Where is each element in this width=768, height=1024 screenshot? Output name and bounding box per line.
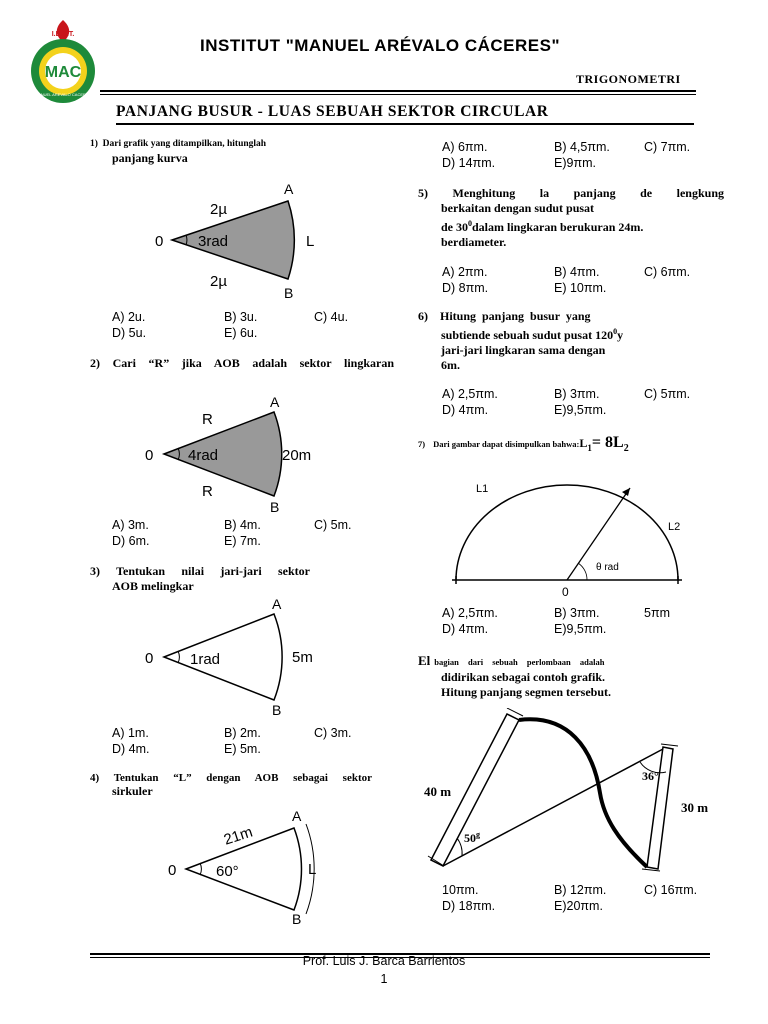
side-top-label: 21m bbox=[221, 823, 255, 849]
question-text: Tentukan nilai jari-jari sektor bbox=[116, 564, 310, 578]
logo-bottom-text: MANUEL AREVALO CACERES bbox=[34, 92, 92, 97]
question-lead: Dari grafik yang ditampilkan, hitunglah bbox=[102, 139, 267, 149]
school-title: INSTITUT "MANUEL ARÉVALO CÁCERES" bbox=[200, 36, 561, 55]
question-text-4: berdiameter. bbox=[441, 235, 507, 249]
option-d[interactable]: D) 18πm. bbox=[442, 899, 496, 913]
question-text-3: jari-jari lingkaran sama dengan bbox=[441, 343, 606, 357]
point-b-label: B bbox=[292, 911, 302, 927]
option-c[interactable]: C) 3m. bbox=[314, 726, 352, 740]
question-number: 4) bbox=[90, 772, 100, 784]
angle-2-label: 36° bbox=[642, 769, 659, 783]
option-e[interactable]: E) 6u. bbox=[224, 326, 258, 340]
question-lead: Cari “R” jika AOB adalah sektor lingkaran bbox=[112, 356, 395, 370]
option-e[interactable]: E)9,5πm. bbox=[554, 403, 607, 417]
option-d[interactable]: D) 4πm. bbox=[442, 403, 489, 417]
angle-label: 3rad bbox=[198, 233, 229, 250]
angle-label: θ rad bbox=[596, 562, 619, 573]
question-number: 7) bbox=[418, 439, 426, 449]
option-b[interactable]: B) 3πm. bbox=[554, 606, 600, 620]
arc-label: L bbox=[306, 233, 315, 250]
question-text-3b: dalam lingkaran berukuran 24m. bbox=[472, 220, 644, 234]
center-label: 0 bbox=[155, 233, 164, 250]
option-d[interactable]: D) 6m. bbox=[112, 534, 150, 548]
center-label: 0 bbox=[168, 862, 177, 879]
question-2 bbox=[90, 356, 394, 371]
option-e[interactable]: E) 7m. bbox=[224, 534, 261, 548]
point-b-label: B bbox=[270, 499, 280, 515]
option-b[interactable]: B) 3u. bbox=[224, 310, 258, 324]
options-8 bbox=[442, 882, 732, 916]
point-b-label: B bbox=[272, 702, 282, 718]
question-text: panjang kurva bbox=[112, 151, 188, 165]
left-length-label: 40 m bbox=[424, 784, 452, 799]
angle-1-label: 50$^g$ bbox=[464, 830, 480, 845]
page-heading: PANJANG BUSUR - LUAS SEBUAH SEKTOR CIRCULAR bbox=[116, 103, 549, 120]
option-c[interactable]: C) 6πm. bbox=[644, 265, 691, 279]
question-4 bbox=[90, 772, 372, 799]
question-6 bbox=[418, 309, 724, 373]
option-c[interactable]: C) 5m. bbox=[314, 518, 352, 532]
center-label: 0 bbox=[145, 650, 154, 667]
point-b-label: B bbox=[284, 285, 294, 301]
option-a[interactable]: A) 2u. bbox=[112, 310, 146, 324]
point-a-label: A bbox=[272, 596, 282, 612]
question-text-3: Hitung panjang segmen tersebut. bbox=[441, 685, 612, 699]
point-a-label: A bbox=[284, 181, 294, 197]
angle-label: 60° bbox=[216, 863, 239, 880]
formula-sub-1: 1 bbox=[587, 443, 592, 454]
option-c[interactable]: C) 7πm. bbox=[644, 140, 691, 154]
question-text: Hitung panjang busur yang bbox=[440, 309, 591, 323]
option-a[interactable]: A) 2,5πm. bbox=[442, 606, 498, 620]
options-6 bbox=[442, 386, 732, 420]
option-a[interactable]: A) 6πm. bbox=[442, 140, 488, 154]
option-e[interactable]: E)9πm. bbox=[554, 156, 596, 170]
side-top-label: R bbox=[202, 411, 213, 428]
options-4 bbox=[442, 139, 732, 173]
option-a[interactable]: A) 2πm. bbox=[442, 265, 488, 279]
header-rule-top bbox=[100, 90, 696, 92]
question-text-2: didirikan sebagai contoh grafik. bbox=[441, 670, 606, 684]
figure-race-track bbox=[418, 708, 718, 878]
options-1 bbox=[112, 309, 392, 343]
option-a[interactable]: 10πm. bbox=[442, 883, 479, 897]
option-e[interactable]: E) 5m. bbox=[224, 742, 261, 756]
subject-label: TRIGONOMETRI bbox=[576, 72, 681, 86]
question-lead: bagian dari sebuah perlombaan adalah bbox=[434, 657, 605, 667]
point-a-label: A bbox=[292, 808, 302, 824]
side-top-label: 2µ bbox=[210, 201, 227, 218]
arc-label: 20m bbox=[282, 447, 312, 464]
question-text-2: berkaitan dengan sudut pusat bbox=[441, 201, 595, 215]
question-number: 1) bbox=[90, 139, 98, 149]
option-e[interactable]: E) 10πm. bbox=[554, 281, 607, 295]
question-text: Menghitung la panjang de lengkung bbox=[452, 186, 725, 200]
degree-sup: 0 bbox=[468, 219, 472, 228]
figure-sector-4 bbox=[160, 806, 340, 928]
options-2 bbox=[112, 517, 392, 551]
option-a[interactable]: A) 3m. bbox=[112, 518, 149, 532]
option-a[interactable]: A) 2,5πm. bbox=[442, 387, 498, 401]
l1-label: L1 bbox=[476, 483, 489, 495]
option-d[interactable]: D) 4πm. bbox=[442, 622, 489, 636]
question-lead: Dari gambar dapat disimpulkan bahwa: bbox=[433, 439, 580, 449]
option-e[interactable]: E)9,5πm. bbox=[554, 622, 607, 636]
question-7 bbox=[418, 434, 728, 454]
l2-label: L2 bbox=[668, 521, 681, 533]
option-e[interactable]: E)20πm. bbox=[554, 899, 603, 913]
center-label: 0 bbox=[562, 585, 569, 599]
option-a[interactable]: A) 1m. bbox=[112, 726, 149, 740]
question-3 bbox=[90, 564, 310, 594]
option-d[interactable]: D) 5u. bbox=[112, 326, 147, 340]
question-text-2a: subtiende sebuah sudut pusat 120 bbox=[441, 328, 614, 342]
question-1 bbox=[90, 139, 390, 166]
center-label: 0 bbox=[145, 447, 154, 464]
arc-label: 5m bbox=[292, 649, 313, 666]
arc-label: L bbox=[308, 861, 317, 878]
degree-sup: 0 bbox=[613, 327, 618, 336]
option-d[interactable]: D) 14πm. bbox=[442, 156, 496, 170]
formula-sub-2: 2 bbox=[623, 443, 629, 455]
side-bottom-label: 2µ bbox=[210, 273, 227, 290]
question-number: 5) bbox=[418, 186, 428, 200]
option-b[interactable]: B) 2m. bbox=[224, 726, 261, 740]
figure-sector-1 bbox=[150, 178, 340, 303]
option-d[interactable]: D) 8πm. bbox=[442, 281, 489, 295]
options-7 bbox=[442, 605, 732, 639]
option-b[interactable]: B) 4m. bbox=[224, 518, 261, 532]
formula-l1: L bbox=[579, 436, 588, 450]
angle-label: 1rad bbox=[190, 651, 221, 668]
figure-semicircle bbox=[446, 470, 694, 600]
option-b[interactable]: B) 3πm. bbox=[554, 387, 600, 401]
page-number: 1 bbox=[380, 972, 388, 986]
option-c[interactable]: 5πm bbox=[644, 606, 670, 620]
option-b[interactable]: B) 12πm. bbox=[554, 883, 607, 897]
question-text-4: 6m. bbox=[441, 358, 460, 372]
school-logo bbox=[28, 16, 98, 106]
point-a-label: A bbox=[270, 394, 280, 410]
angle-label: 4rad bbox=[188, 447, 219, 464]
options-3 bbox=[112, 725, 392, 759]
figure-sector-2 bbox=[140, 392, 340, 517]
question-8 bbox=[418, 652, 728, 700]
side-bottom-label: R bbox=[202, 483, 213, 500]
question-lead: Tentukan “L” dengan AOB sebagai sektor bbox=[113, 772, 372, 784]
logo-mac-text: MAC bbox=[44, 64, 82, 81]
option-b[interactable]: B) 4,5πm. bbox=[554, 140, 610, 154]
question-text-2: sirkuler bbox=[112, 784, 153, 798]
footer-author: Prof. Luis J. Barca Barrientos bbox=[302, 954, 466, 968]
logo-top-text: I.E.S.T. bbox=[51, 31, 75, 38]
option-c[interactable]: C) 5πm. bbox=[644, 387, 691, 401]
option-d[interactable]: D) 4m. bbox=[112, 742, 150, 756]
question-text-2: AOB melingkar bbox=[112, 579, 194, 593]
figure-sector-3 bbox=[140, 594, 340, 719]
heading-underline bbox=[116, 123, 694, 125]
question-text-3a: de 30 bbox=[441, 220, 468, 234]
header-rule-bottom bbox=[100, 94, 696, 95]
formula-eq: = 8L bbox=[591, 434, 624, 451]
question-number: 3) bbox=[90, 564, 100, 578]
question-5 bbox=[418, 186, 724, 250]
option-c[interactable]: C) 4u. bbox=[314, 310, 349, 324]
right-length-label: 30 m bbox=[681, 800, 709, 815]
options-5 bbox=[442, 264, 732, 298]
question-number: 2) bbox=[90, 356, 100, 370]
question-text-2b: y bbox=[617, 328, 624, 342]
question-number: 6) bbox=[418, 309, 428, 323]
question-number: El bbox=[418, 653, 431, 668]
option-c[interactable]: C) 16πm. bbox=[644, 883, 698, 897]
option-b[interactable]: B) 4πm. bbox=[554, 265, 600, 279]
